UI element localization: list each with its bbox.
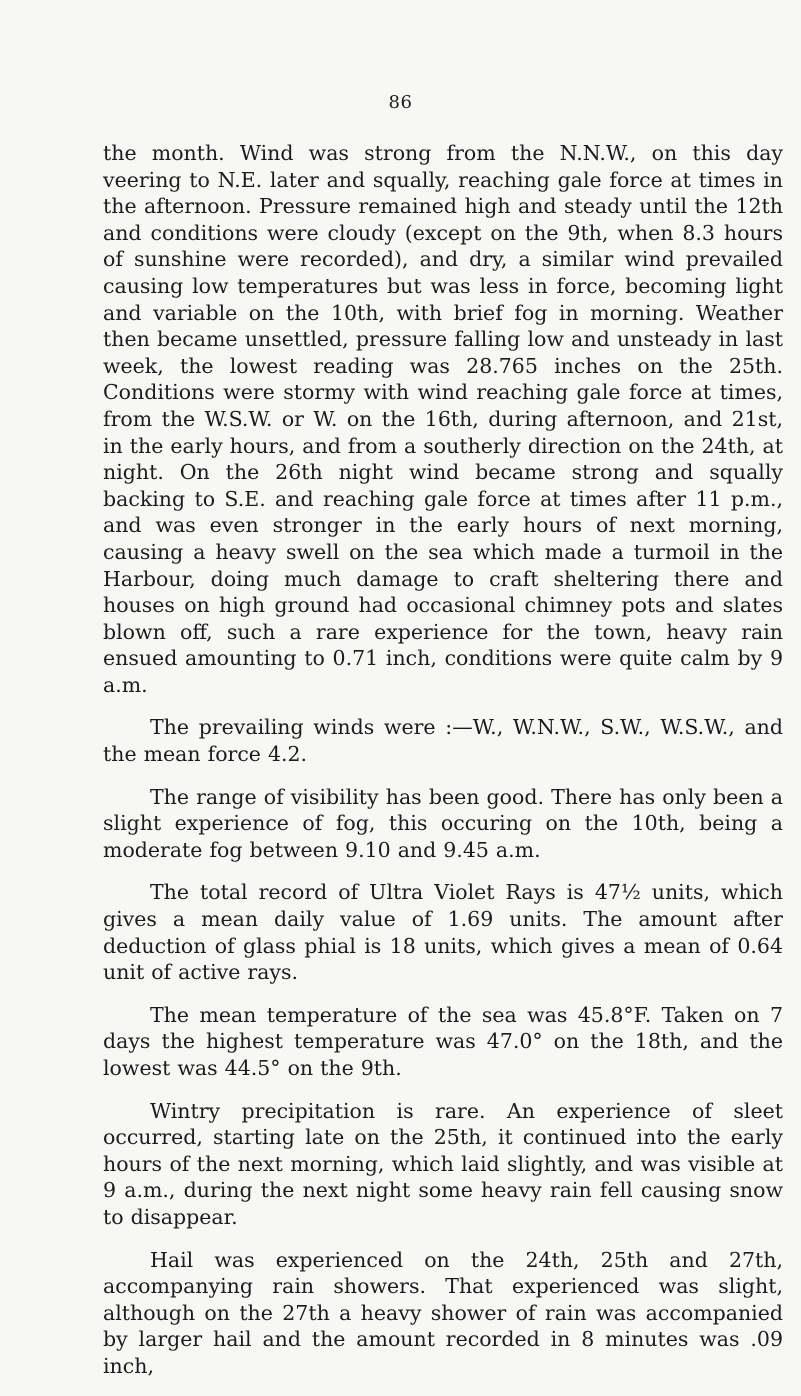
page-number: 86 — [388, 92, 413, 113]
paragraph-hail: Hail was experienced on the 24th, 25th and 27th, accompanying rain showers. That experienced was slight, although on the 27th a heavy shower of rain was accompanied by larger hail and the amount recorded in 8 minutes was .09 inch, — [103, 1247, 783, 1378]
paragraph-ultra-violet: The total record of Ultra Violet Rays is 47½ units, which gives a mean daily value of 1.69 units. The amount after deduction of glass phial is 18 units, which gives a mean of 0.64 unit of active rays. — [103, 880, 783, 985]
paragraph-weather-summary: the month. Wind was strong from the N.N.W., on this day veering to N.E. later and squally, reaching gale force at times in the afternoon. Pressure remained high and steady until the 12th and conditions were cloudy (except on the 9th, when 8.3 hours of sunshine were recorded), and dry, a similar wind prevailed causing low temperatures but was less in force, becoming light and variable on the 10th, with brief fog in morning. Weather then became unsettled, pressure falling low and unsteady in last week, the lowest reading was 28.765 inches on the 25th. Conditions were stormy with wind reaching gale force at times, from the W.S.W. or W. on the 16th, during afternoon, and 21st, in the early hours, and from a southerly direction on the 24th, at night. On the 26th night wind became strong and squally backing to S.E. and reaching gale force at times after 11 p.m., and was even stronger in the early hours of next morning, causing a heavy swell on the sea which made a turmoil in the Harbour, doing much damage to craft sheltering there and houses on high ground had occasional chimney pots and slates blown off, such a rare experience for the town, heavy rain ensued amounting to 0.71 inch, conditions were quite calm by 9 a.m. — [103, 141, 783, 697]
paragraph-prevailing-winds: The prevailing winds were :—W., W.N.W., S.W., W.S.W., and the mean force 4.2. — [103, 715, 783, 767]
page-body — [103, 140, 783, 1396]
paragraph-sea-temperature: The mean temperature of the sea was 45.8°F. Taken on 7 days the highest temperature was 47.0° on the 18th, and the lowest was 44.5° on the 9th. — [103, 1002, 783, 1080]
paragraph-wintry-precipitation: Wintry precipitation is rare. An experience of sleet occurred, starting late on the 25th, it continued into the early hours of the next morning, which laid slightly, and was visible at 9 a.m., during the next night some heavy rain fell causing snow to disappear. — [103, 1098, 783, 1229]
paragraph-visibility: The range of visibility has been good. There has only been a slight experience of fog, this occuring on the 10th, being a moderate fog between 9.10 and 9.45 a.m. — [103, 784, 783, 862]
